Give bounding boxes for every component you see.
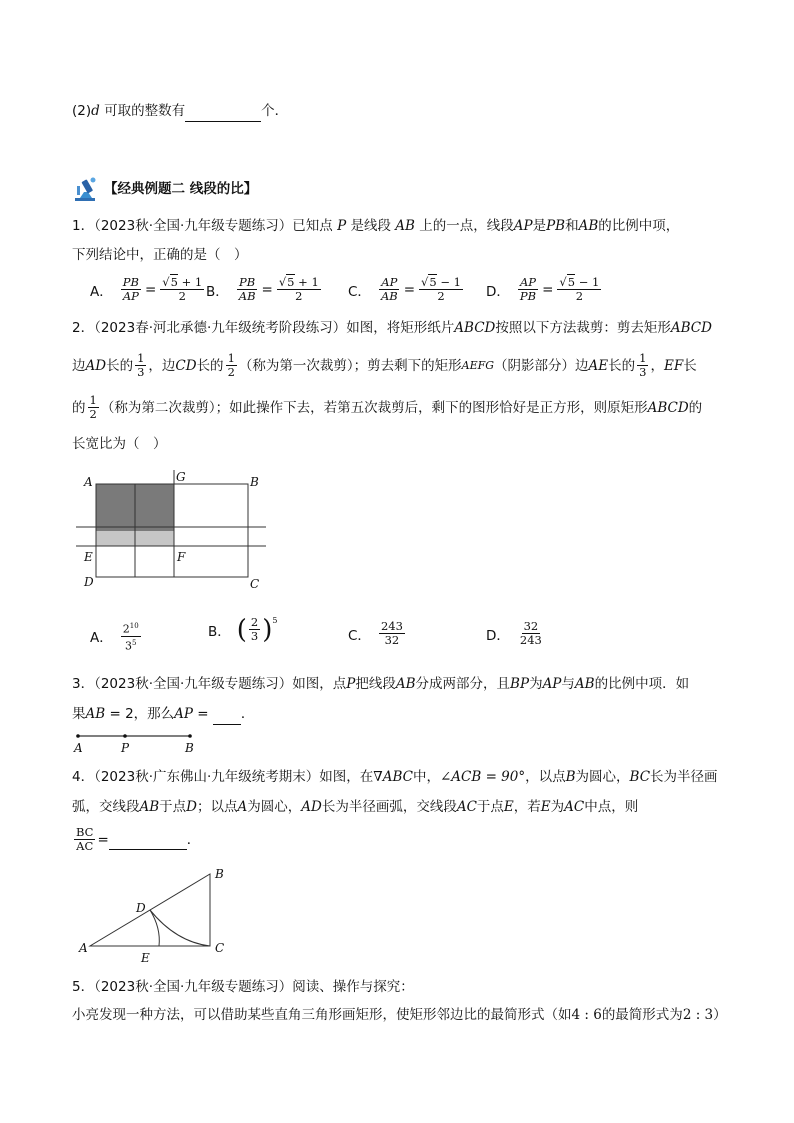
var-ab: AB	[395, 676, 416, 692]
label-d: D	[84, 575, 94, 589]
q2-text: 长	[683, 357, 697, 374]
q4-text: 于点	[159, 799, 187, 815]
var-ab: AB	[395, 218, 415, 234]
ratio-example: 4 : 6	[571, 1007, 602, 1023]
angle-acb: ∠ACB = 90°	[439, 769, 526, 785]
q1-option-c[interactable]	[348, 276, 465, 303]
q1-line2: 下列结论中，正确的是（ ）	[72, 247, 248, 263]
label-b: B	[215, 867, 224, 881]
q3-text: ．	[240, 706, 255, 722]
var-ab: AB	[578, 218, 599, 234]
part2-unit: 个．	[261, 103, 289, 119]
q4-text: ．	[186, 831, 201, 848]
q1-text: 的比例中项，	[598, 218, 680, 234]
q1-option-a[interactable]	[90, 276, 206, 303]
label-a: A	[74, 741, 83, 755]
option-letter: D．	[486, 627, 510, 644]
ratio-simplified: 2 : 3	[682, 1007, 714, 1023]
var-ab: AB	[85, 706, 106, 722]
q4-text: 于点	[476, 799, 504, 815]
q1-option-b[interactable]	[206, 276, 323, 303]
q3-text: 与	[561, 676, 575, 692]
q1-line1	[72, 216, 679, 236]
var-p: P	[346, 676, 356, 692]
q1-text: 上的一点，线段	[414, 218, 514, 234]
q3-text: 为	[529, 676, 543, 692]
q2-line1	[72, 318, 712, 338]
q4-text: 长为半径画弧，交线段	[321, 799, 457, 815]
q2-text: 的	[72, 399, 86, 416]
label-b: B	[185, 741, 194, 755]
option-letter: D．	[486, 283, 510, 300]
label-a: A	[84, 475, 93, 489]
label-c: C	[215, 941, 225, 955]
q3-text: 果	[72, 706, 86, 722]
q2-text: （称为第二次裁剪）；如此操作下去，若第五次裁剪后，剩下的图形恰好是正方形，则原矩形	[100, 399, 648, 416]
var-ae: AE	[588, 357, 609, 374]
microscope-icon	[72, 176, 102, 202]
q5-line2	[72, 1005, 727, 1025]
q3-text: =	[193, 706, 213, 722]
option-letter: A．	[90, 283, 113, 300]
fraction-one-third: $\frac{1}{3}$	[639, 351, 647, 379]
section-title: 【经典例题二 线段的比】	[104, 181, 258, 197]
q4-text: 为圆心，	[575, 769, 630, 785]
label-d: D	[136, 901, 146, 915]
fraction: $\frac{2}{3}$	[250, 615, 259, 643]
q1-text: 是	[532, 218, 547, 234]
q4-line2	[72, 797, 638, 817]
q1-text: 是线段	[346, 218, 396, 234]
fraction: $\frac{AP}{PB}$	[519, 275, 537, 303]
q4-text: 长为半径画	[650, 769, 718, 785]
fraction: $\frac{PB}{AB}$	[238, 275, 256, 303]
label-a: A	[79, 941, 88, 955]
var-a: A	[237, 799, 248, 815]
fraction-power: $\frac{2^{10}}{3^5}$	[122, 622, 139, 653]
q2-line4: 长宽比为（ ）	[72, 436, 167, 452]
var-e: E	[503, 799, 514, 815]
point-b	[188, 734, 192, 738]
q4-text: 为圆心，	[247, 799, 302, 815]
var-ap: AP	[513, 218, 533, 234]
var-bp: BP	[510, 676, 530, 692]
fraction: $\frac{243}{32}$	[380, 619, 403, 647]
option-letter: C．	[348, 283, 371, 300]
q2-text: （称为第一次裁剪）；剪去剩下的矩形	[238, 357, 462, 374]
label-e: E	[84, 550, 93, 564]
fraction: $\frac{AP}{AB}$	[380, 275, 398, 303]
var-ab: AB	[139, 799, 160, 815]
q2-rectangle-figure	[72, 466, 272, 594]
fraction: $\frac{√5 + 1}{2}$	[162, 275, 203, 303]
fraction-bc-ac: $\frac{BC}{AC}$	[76, 825, 94, 853]
section-header	[72, 176, 257, 202]
q4-text: ；以点	[197, 799, 238, 815]
var-p: P	[337, 218, 347, 234]
equals-sign: =	[261, 281, 273, 298]
var-ap: AP	[174, 706, 193, 722]
equals-sign: =	[144, 281, 157, 298]
q4-text: 为	[550, 799, 565, 815]
q2-option-c[interactable]	[348, 620, 407, 647]
fraction: $\frac{√5 - 1}{2}$	[421, 275, 461, 303]
var-ef: EF	[663, 357, 684, 374]
q4-text: ，若	[513, 799, 541, 815]
var-d: D	[186, 799, 197, 815]
var-b: B	[565, 769, 576, 785]
q4-text: ，以点	[525, 769, 566, 785]
label-g: G	[176, 470, 186, 484]
q2-text: 的	[688, 399, 703, 416]
q2-text: 边	[72, 357, 86, 374]
label-p: P	[121, 741, 130, 755]
q3-line2	[72, 704, 254, 725]
q2-option-a[interactable]	[90, 620, 143, 652]
var-pb: PB	[546, 218, 566, 234]
fraction-one-half: $\frac{1}{2}$	[89, 393, 97, 421]
var-abcd: ABCD	[670, 320, 712, 336]
var-ap: AP	[542, 676, 562, 692]
q2-text: ，边	[148, 357, 176, 374]
answer-blank[interactable]	[109, 829, 187, 850]
q2-text: ，	[650, 357, 664, 374]
fraction: $\frac{PB}{AP}$	[122, 275, 139, 303]
var-d: d	[91, 103, 100, 119]
option-letter: C．	[348, 627, 371, 644]
equals-sign: =	[403, 281, 416, 298]
var-bc: BC	[629, 769, 651, 785]
q4-text: 中，	[412, 769, 440, 785]
q2-line3	[72, 394, 702, 421]
var-ad: AD	[301, 799, 322, 815]
var-cd: CD	[175, 357, 197, 374]
part2-label: (2)	[72, 103, 92, 119]
q2-text: （阴影部分）边	[494, 357, 589, 374]
q4-line1	[72, 767, 718, 787]
var-ab: AB	[574, 676, 595, 692]
equals-sign: =	[542, 281, 554, 298]
q1-text: 1．（2023秋·全国·九年级专题练习）已知点	[72, 218, 338, 234]
q3-text: 的比例中项．如	[594, 676, 690, 692]
q2-text: 长的	[196, 357, 224, 374]
q3-text: 3．（2023秋·全国·九年级专题练习）如图，点	[72, 676, 347, 692]
part2-line	[72, 101, 288, 122]
fraction: $\frac{√5 - 1}{2}$	[559, 275, 600, 303]
label-f: F	[177, 550, 186, 564]
q2-text: 2．（2023春·河北承德·九年级统考阶段练习）如图，将矩形纸片	[72, 320, 455, 336]
q4-line3	[72, 826, 200, 853]
q2-text: 长的	[608, 357, 636, 374]
triangle-abc: ∇ABC	[373, 769, 413, 785]
part2-text: 可取的整数有	[99, 103, 186, 119]
q3-text: = 2，那么	[105, 706, 175, 722]
q3-text: 分成两部分，且	[415, 676, 511, 692]
q4-text: 中点，则	[584, 799, 639, 815]
var-abcd: ABCD	[647, 399, 689, 416]
q3-text: 把线段	[355, 676, 396, 692]
var-abcd: ABCD	[454, 320, 496, 336]
fraction: $\frac{32}{243}$	[519, 619, 542, 647]
var-e: E	[540, 799, 551, 815]
option-letter: B．	[208, 623, 231, 640]
point-a	[76, 734, 80, 738]
var-ad: AD	[85, 357, 107, 374]
q1-option-d[interactable]	[486, 276, 603, 303]
q4-text: 弧，交线段	[72, 799, 140, 815]
option-letter: B．	[206, 283, 229, 300]
q1-text: 和	[565, 218, 579, 234]
var-ac: AC	[456, 799, 477, 815]
q2-option-b[interactable]: B． ( $\frac{2}{3}$ ) $^5$	[208, 614, 278, 645]
fraction: $\frac{√5 + 1}{2}$	[278, 275, 319, 303]
q3-segment-figure	[72, 730, 212, 756]
q5-text: 小亮发现一种方法，可以借助某些直角三角形画矩形，使矩形邻边比的最简形式（如	[72, 1007, 572, 1023]
fraction-one-half: $\frac{1}{2}$	[227, 351, 235, 379]
fraction-one-third: $\frac{1}{3}$	[137, 351, 145, 379]
label-c: C	[250, 577, 260, 591]
q4-text: 4．（2023秋·广东佛山·九年级统考期末）如图，在	[72, 769, 374, 785]
var-ac: AC	[564, 799, 585, 815]
q3-line1	[72, 674, 689, 694]
answer-blank[interactable]	[213, 704, 241, 725]
q2-text: 长的	[106, 357, 134, 374]
q2-line2	[72, 352, 697, 379]
label-b: B	[250, 475, 259, 489]
q2-option-d[interactable]	[486, 620, 546, 647]
q5-line1: 5．（2023秋·全国·九年级专题练习）阅读、操作与探究：	[72, 979, 414, 995]
point-p	[123, 734, 127, 738]
q5-text: 的最简形式为	[601, 1007, 683, 1023]
label-e: E	[141, 951, 150, 965]
equals-sign: =	[97, 831, 109, 848]
option-letter: A．	[90, 630, 113, 647]
answer-blank[interactable]	[185, 101, 261, 122]
q5-text: ）	[713, 1007, 727, 1023]
q2-text: 按照以下方法裁剪：剪去矩形	[495, 320, 671, 336]
var-aefg: AEFG	[461, 358, 495, 372]
q4-triangle-figure	[76, 862, 236, 966]
